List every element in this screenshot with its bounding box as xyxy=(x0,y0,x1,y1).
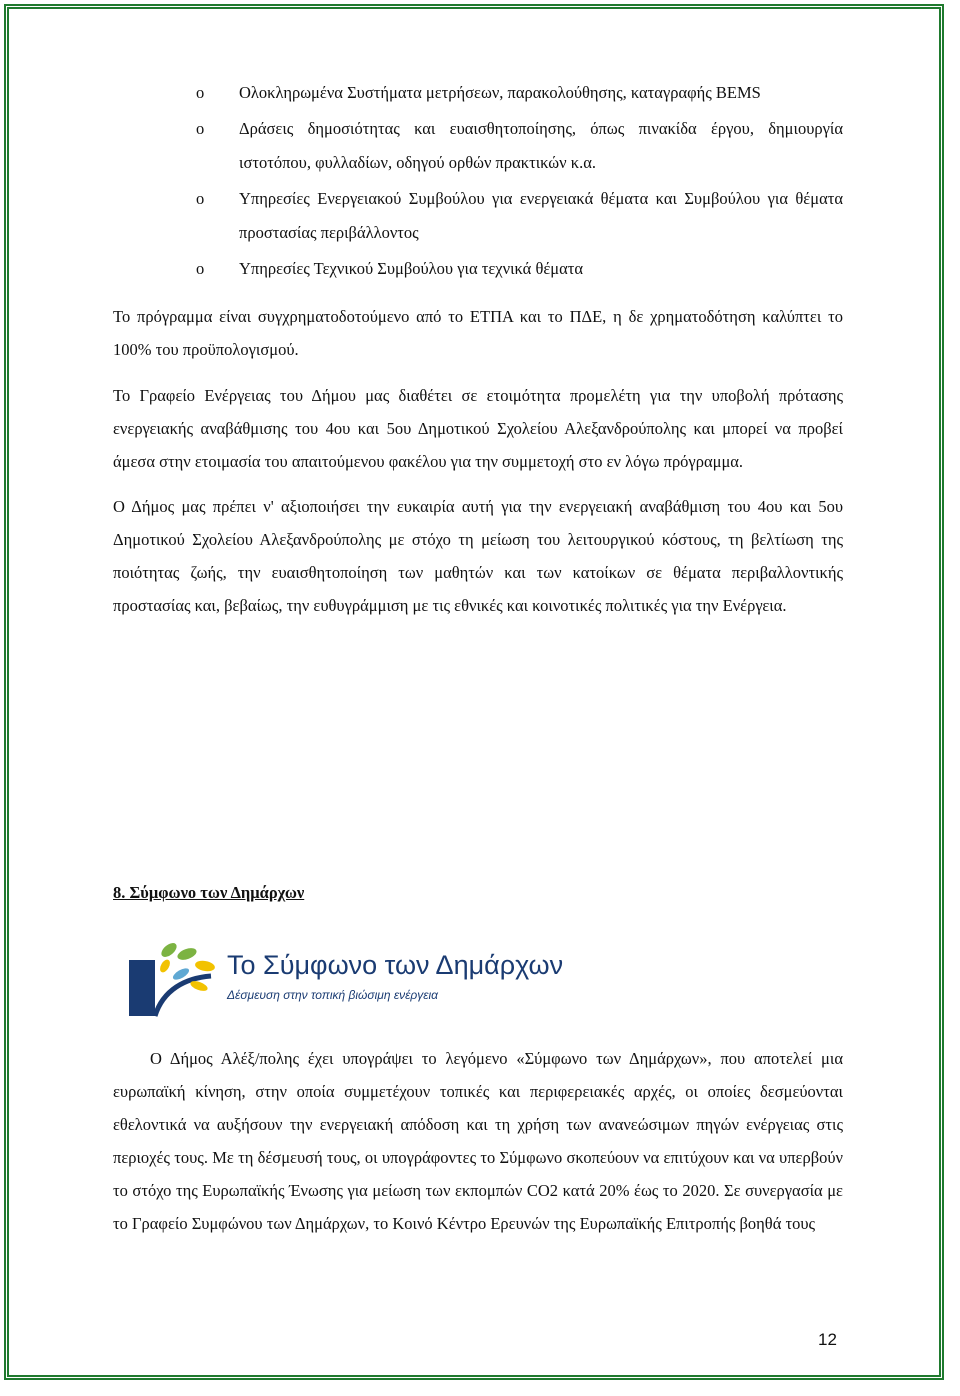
logo-leaf-icon xyxy=(125,940,225,1020)
logo-title: Το Σύμφωνο των Δημάρχων xyxy=(227,950,564,980)
municipality-paragraph: Ο Δήμος μας πρέπει ν' αξιοποιήσει την ευκαιρία αυτή για την ενεργειακή αναβάθμιση του 4ου και 5ου Δημοτικού Σχολείου Αλεξανδρούπολης με στόχο τη μείωση του λειτουργικού κόστους, τη βελτίωση της ποιότητας ζωής, την ευαισθητοποίηση των μαθητών και των κατοίκων σε θέματα περιβαλλοντικής προστασίας και, βεβαίως, την ευθυγράμμιση με τις εθνικές και κοινοτικές πολιτικές για την Ενέργεια. xyxy=(113,497,843,615)
list-item xyxy=(113,76,843,110)
list-item xyxy=(113,182,843,250)
list-item xyxy=(113,112,843,180)
list-item-text: Ολοκληρωμένα Συστήματα μετρήσεων, παρακολούθησης, καταγραφής BEMS xyxy=(239,83,761,102)
energy-office-paragraph: Το Γραφείο Ενέργειας του Δήμου μας διαθέτει σε ετοιμότητα προμελέτη για την υποβολή πρότασης ενεργειακής αναβάθμισης του 4ου και 5ου Δημοτικού Σχολείου Αλεξανδρούπολης και μπορεί να προβεί άμεσα στην ετοιμασία του απαιτούμενου φακέλου για την συμμετοχή στο εν λόγω πρόγραμμα. xyxy=(113,386,843,471)
bullet-marker: o xyxy=(196,119,205,138)
section-heading: 8. Σύμφωνο των Δημάρχων xyxy=(113,883,305,902)
list-item-text: Υπηρεσίες Ενεργειακού Συμβούλου για ενεργειακά θέματα και Συμβούλου για θέματα προστασίας περιβάλλοντος xyxy=(239,189,843,242)
funding-paragraph: Το πρόγραμμα είναι συγχρηματοδοτούμενο από το ΕΤΠΑ και το ΠΔΕ, η δε χρηματοδότηση καλύπτει το 100% του προϋπολογισμού. xyxy=(113,307,843,359)
covenant-paragraph: Ο Δήμος Αλέξ/πολης έχει υπογράψει το λεγόμενο «Σύμφωνο των Δημάρχων», που αποτελεί μια ευρωπαϊκή κίνηση, στην οποία συμμετέχουν τοπικές και περιφερειακές αρχές, οι οποίες δεσμεύονται εθελοντικά να αυξήσουν την ενεργειακή απόδοση και τη χρήση των ανανεώσιμων πηγών ενέργειας στις περιοχές τους. Με τη δέσμευσή τους, οι υπογράφοντες το Σύμφωνο σκοπεύουν να επιτύχουν και να υπερβούν το στόχο της Ευρωπαϊκής Ένωσης για μείωση των εκπομπών CO2 κατά 20% έως το 2020. Σε συνεργασία με το Γραφείο Συμφώνου των Δημάρχων, το Κοινό Κέντρο Ερευνών της Ευρωπαϊκής Επιτροπής βοηθά τους xyxy=(113,1049,843,1233)
main-text xyxy=(113,76,843,622)
bullet-marker: o xyxy=(196,189,205,208)
bullet-list xyxy=(113,76,843,286)
bullet-marker: o xyxy=(196,259,205,278)
list-item xyxy=(113,252,843,286)
logo-subtitle: Δέσμευση στην τοπική βιώσιμη ενέργεια xyxy=(227,988,439,1002)
covenant-text xyxy=(113,1042,843,1240)
page-number: 12 xyxy=(818,1330,837,1349)
covenant-of-mayors-logo xyxy=(125,940,564,1020)
list-item-text: Δράσεις δημοσιότητας και ευαισθητοποίησης, όπως πινακίδα έργου, δημιουργία ιστοτόπου, φυλλαδίων, οδηγού ορθών πρακτικών κ.α. xyxy=(239,119,843,172)
bullet-marker: o xyxy=(196,83,205,102)
list-item-text: Υπηρεσίες Τεχνικού Συμβούλου για τεχνικά θέματα xyxy=(239,259,584,278)
